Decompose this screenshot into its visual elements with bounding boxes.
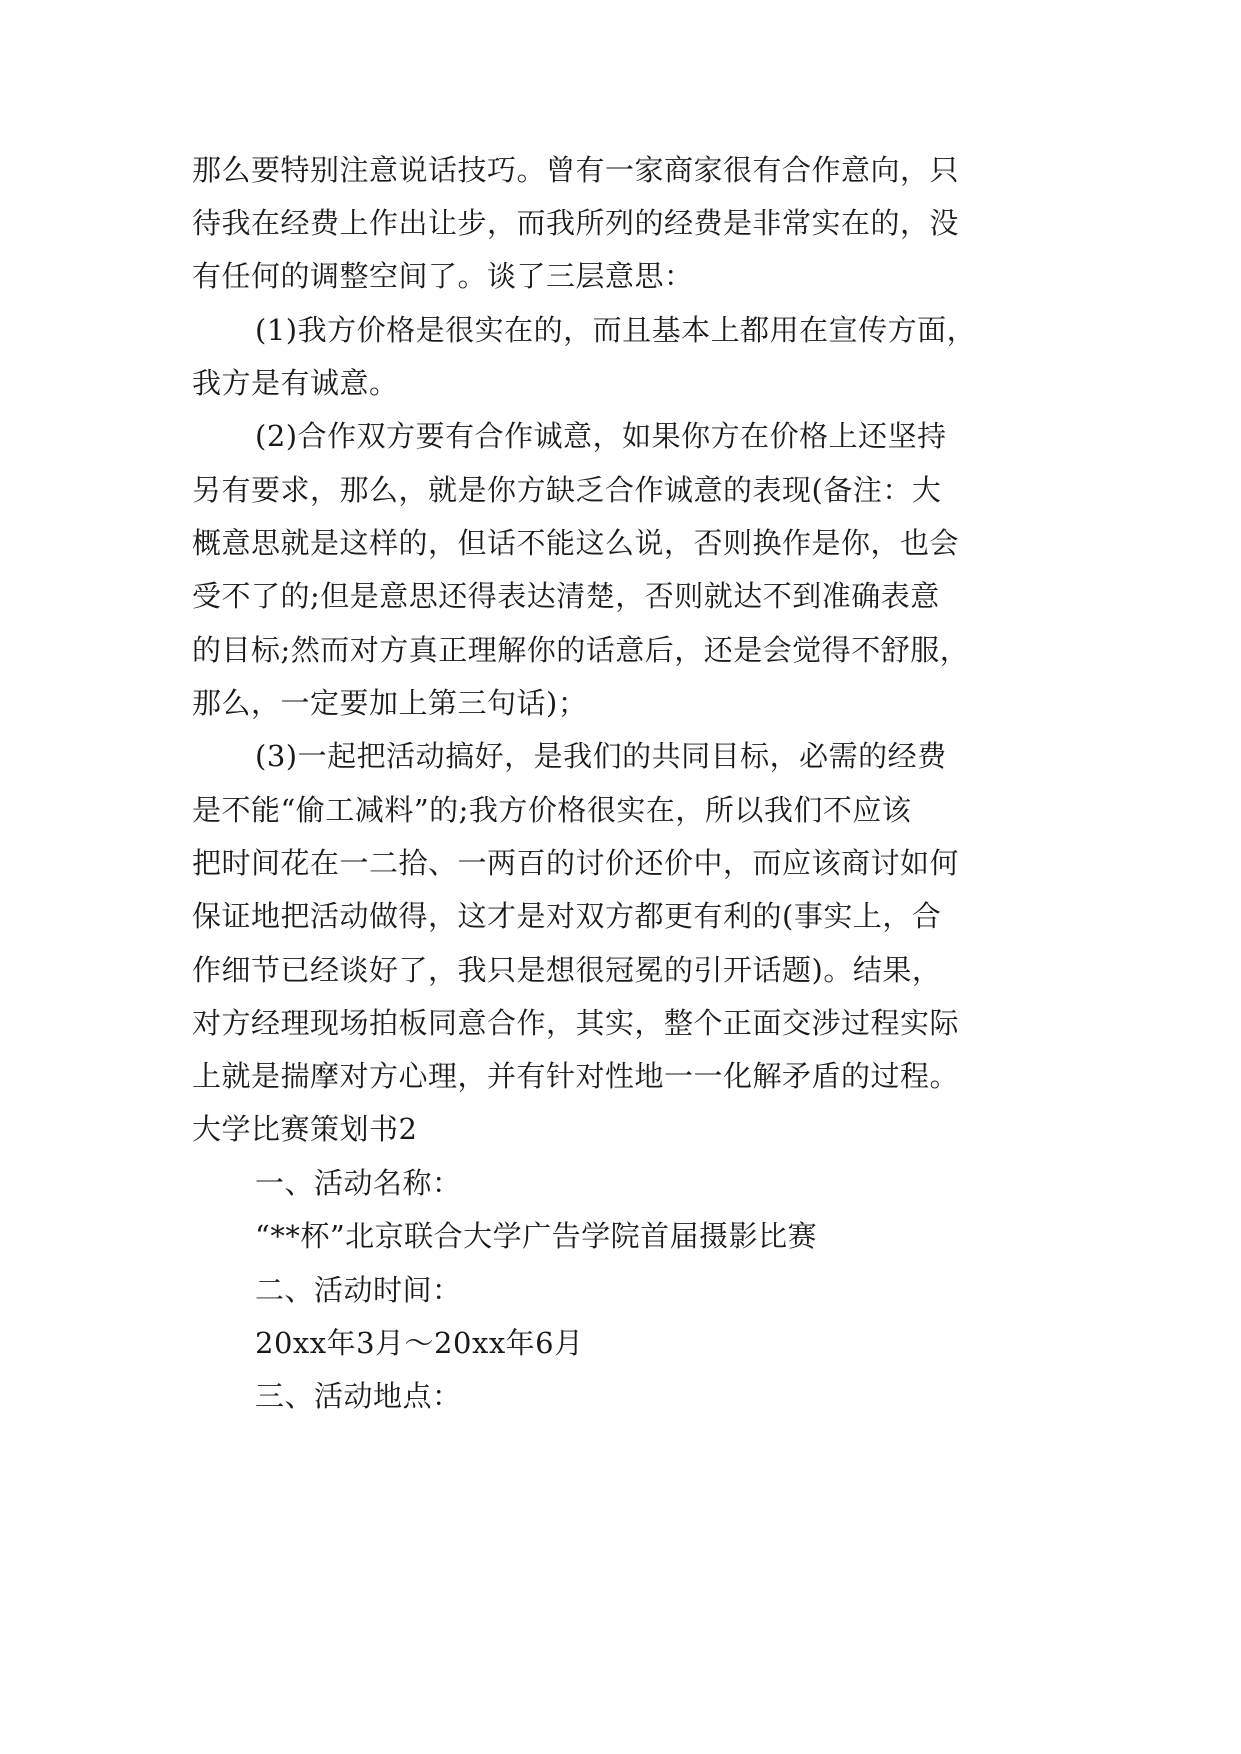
paragraph-line: 待我在经费上作出让步，而我所列的经费是非常实在的，没 bbox=[192, 206, 960, 240]
paragraph-line: 上就是揣摩对方心理，并有针对性地一一化解矛盾的过程。 bbox=[192, 1059, 960, 1093]
paragraph-line: (2)合作双方要有合作诚意，如果你方在价格上还坚持 bbox=[255, 419, 947, 453]
paragraph-line: (1)我方价格是很实在的，而且基本上都用在宣传方面， bbox=[255, 313, 977, 347]
paragraph-line: 把时间花在一二拾、一两百的讨价还价中，而应该商讨如何 bbox=[192, 846, 960, 880]
section-heading: 三、活动地点： bbox=[255, 1379, 462, 1413]
section-title: 大学比赛策划书2 bbox=[192, 1112, 418, 1146]
paragraph-line: 另有要求，那么，就是你方缺乏合作诚意的表现(备注：大 bbox=[192, 473, 942, 507]
paragraph-line: 那么，一定要加上第三句话)； bbox=[192, 686, 588, 720]
paragraph-line: 对方经理现场拍板同意合作，其实，整个正面交涉过程实际 bbox=[192, 1006, 960, 1040]
paragraph-line: 是不能“偷工减料”的;我方价格很实在，所以我们不应该 bbox=[192, 793, 912, 827]
paragraph-line: 的目标;然而对方真正理解你的话意后，还是会觉得不舒服， bbox=[192, 633, 970, 667]
paragraph-line: 保证地把活动做得，这才是对双方都更有利的(事实上，合 bbox=[192, 899, 942, 933]
paragraph-line: 20xx年3月～20xx年6月 bbox=[255, 1326, 584, 1360]
paragraph-line: 有任何的调整空间了。谈了三层意思： bbox=[192, 259, 694, 293]
paragraph-line: 那么要特别注意说话技巧。曾有一家商家很有合作意向，只 bbox=[192, 153, 960, 187]
paragraph-line: “**杯”北京联合大学广告学院首届摄影比赛 bbox=[255, 1219, 818, 1253]
paragraph-line: 受不了的;但是意思还得表达清楚，否则就达不到准确表意 bbox=[192, 579, 940, 613]
paragraph-line: 概意思就是这样的，但话不能这么说，否则换作是你，也会 bbox=[192, 526, 960, 560]
paragraph-line: 我方是有诚意。 bbox=[192, 366, 399, 400]
paragraph-line: 作细节已经谈好了，我只是想很冠冕的引开话题)。结果， bbox=[192, 953, 942, 987]
paragraph-line: (3)一起把活动搞好，是我们的共同目标，必需的经费 bbox=[255, 739, 947, 773]
section-heading: 一、活动名称： bbox=[255, 1166, 462, 1200]
section-heading: 二、活动时间： bbox=[255, 1273, 462, 1307]
